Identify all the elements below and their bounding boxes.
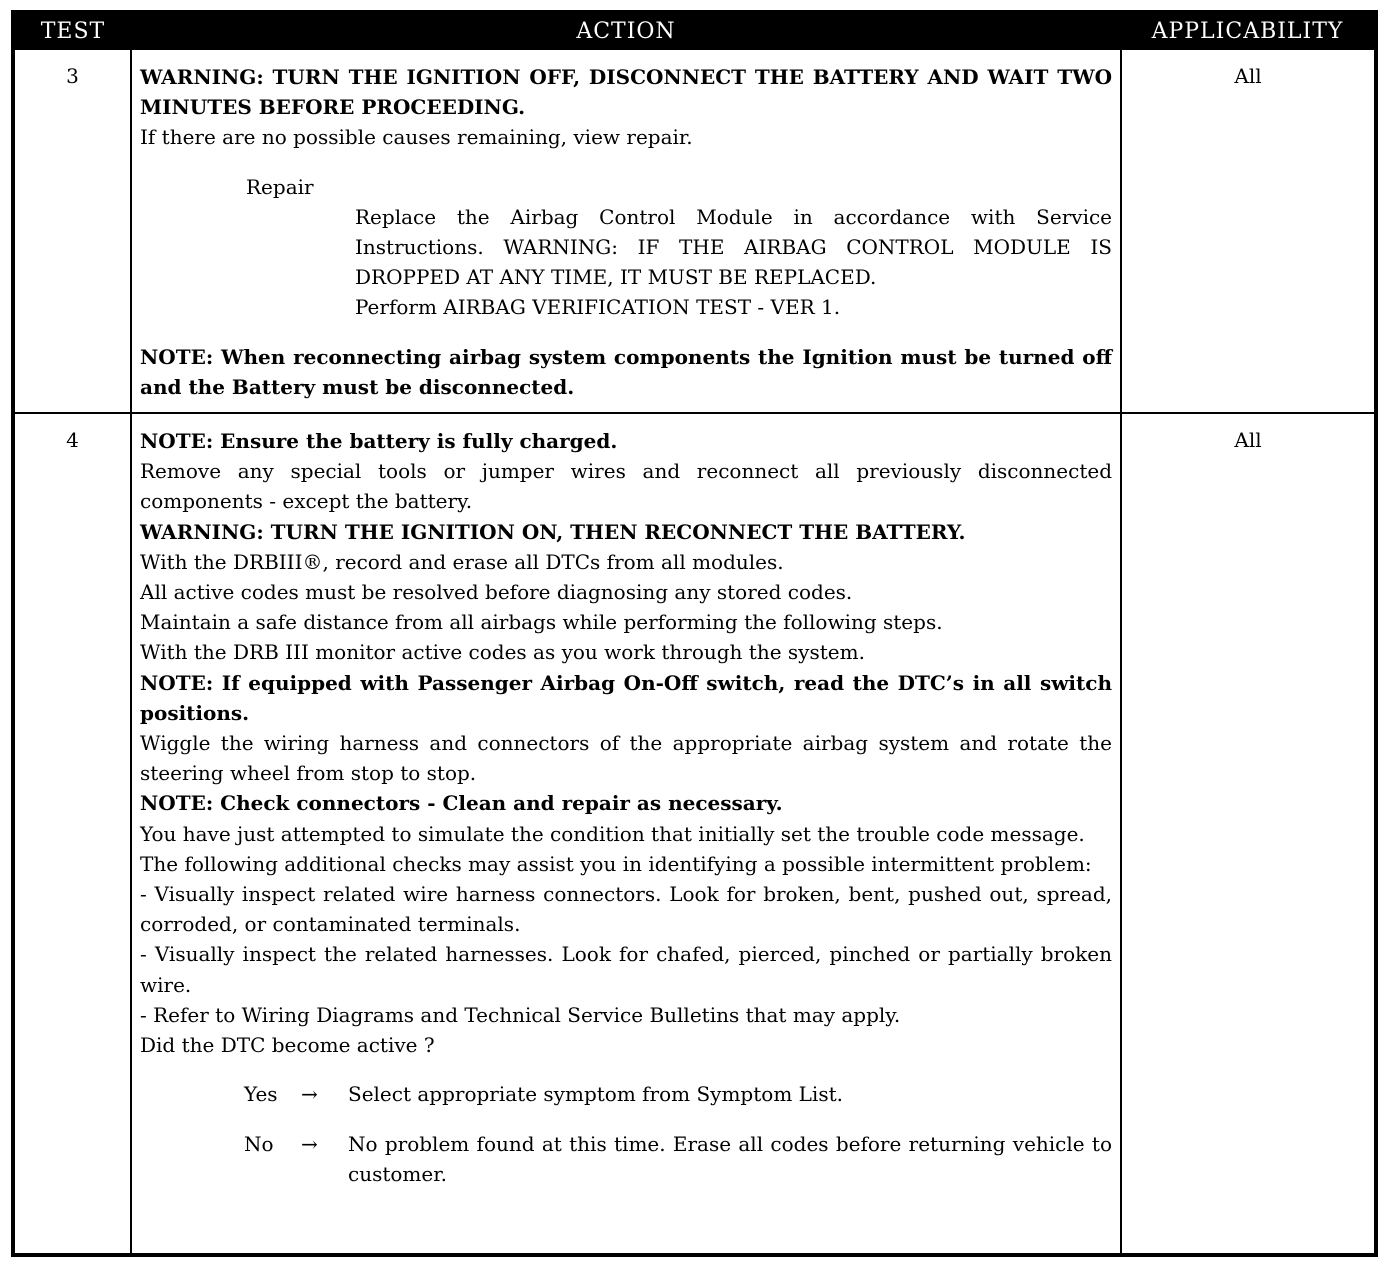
instruction-text: All active codes must be resolved before diagnosing any stored codes. — [140, 580, 853, 605]
instruction-text: With the DRB III monitor active codes as you work through the system. — [140, 640, 865, 665]
repair-label: Repair — [246, 174, 314, 199]
applicability-value: All — [1121, 413, 1376, 1255]
instruction-text: With the DRBIII®, record and erase all DTCs from all modules. — [140, 549, 784, 574]
warning-text: WARNING: TURN THE IGNITION OFF, DISCONNECT THE BATTERY AND WAIT TWO MINUTES BEFORE PROCEEDING. — [140, 65, 1112, 120]
diagnostic-test-table — [11, 10, 1378, 1257]
choice-yes — [140, 1079, 1112, 1109]
no-label: No — [244, 1131, 274, 1156]
action-cell — [131, 413, 1121, 1255]
arrow-right-icon: → — [301, 1131, 318, 1156]
test-number: 4 — [13, 413, 131, 1255]
instruction-text: If there are no possible causes remaining, view repair. — [140, 125, 693, 150]
note-text: NOTE: Check connectors - Clean and repair as necessary. — [140, 791, 783, 816]
applicability-value: All — [1121, 49, 1376, 413]
choice-no — [140, 1129, 1112, 1189]
repair-verify-text: Perform AIRBAG VERIFICATION TEST - VER 1. — [355, 295, 841, 320]
question-text: Did the DTC become active ? — [140, 1033, 435, 1058]
note-text: NOTE: If equipped with Passenger Airbag On-Off switch, read the DTC’s in all switch positions. — [140, 670, 1112, 725]
header-row — [13, 12, 1376, 49]
warning-text: WARNING: TURN THE IGNITION ON, THEN RECONNECT THE BATTERY. — [140, 519, 966, 544]
action-cell — [131, 49, 1121, 413]
check-item: - Visually inspect the related harnesses. Look for chafed, pierced, pinched or partially broken wire. — [140, 942, 1112, 997]
no-text: No problem found at this time. Erase all codes before returning vehicle to customer. — [348, 1131, 1112, 1186]
test-row-3 — [13, 49, 1376, 413]
instruction-text: Remove any special tools or jumper wires and reconnect all previously disconnected components - except the battery. — [140, 459, 1112, 514]
yes-label: Yes — [244, 1082, 278, 1107]
instruction-text: Wiggle the wiring harness and connectors of the appropriate airbag system and rotate the steering wheel from stop to stop. — [140, 731, 1112, 786]
header-applicability: APPLICABILITY — [1121, 12, 1376, 49]
header-action: ACTION — [131, 12, 1121, 49]
repair-text: Replace the Airbag Control Module in accordance with Service Instructions. WARNING: IF THE AIRBAG CONTROL MODULE IS DROPPED AT ANY TIME, IT MUST BE REPLACED. — [355, 204, 1112, 290]
check-item: - Refer to Wiring Diagrams and Technical Service Bulletins that may apply. — [140, 1002, 901, 1027]
test-row-4 — [13, 413, 1376, 1255]
instruction-text: Maintain a safe distance from all airbags while performing the following steps. — [140, 610, 943, 635]
header-test: TEST — [13, 12, 131, 49]
check-item: - Visually inspect related wire harness connectors. Look for broken, bent, pushed out, spread, corroded, or contaminated terminals. — [140, 882, 1112, 937]
note-text: NOTE: When reconnecting airbag system components the Ignition must be turned off and the Battery must be disconnected. — [140, 344, 1112, 399]
instruction-text: The following additional checks may assist you in identifying a possible intermittent problem: — [140, 851, 1092, 876]
test-number: 3 — [13, 49, 131, 413]
yes-text: Select appropriate symptom from Symptom List. — [348, 1082, 843, 1107]
note-text: NOTE: Ensure the battery is fully charged. — [140, 429, 618, 454]
arrow-right-icon: → — [301, 1082, 318, 1107]
instruction-text: You have just attempted to simulate the condition that initially set the trouble code message. — [140, 821, 1085, 846]
